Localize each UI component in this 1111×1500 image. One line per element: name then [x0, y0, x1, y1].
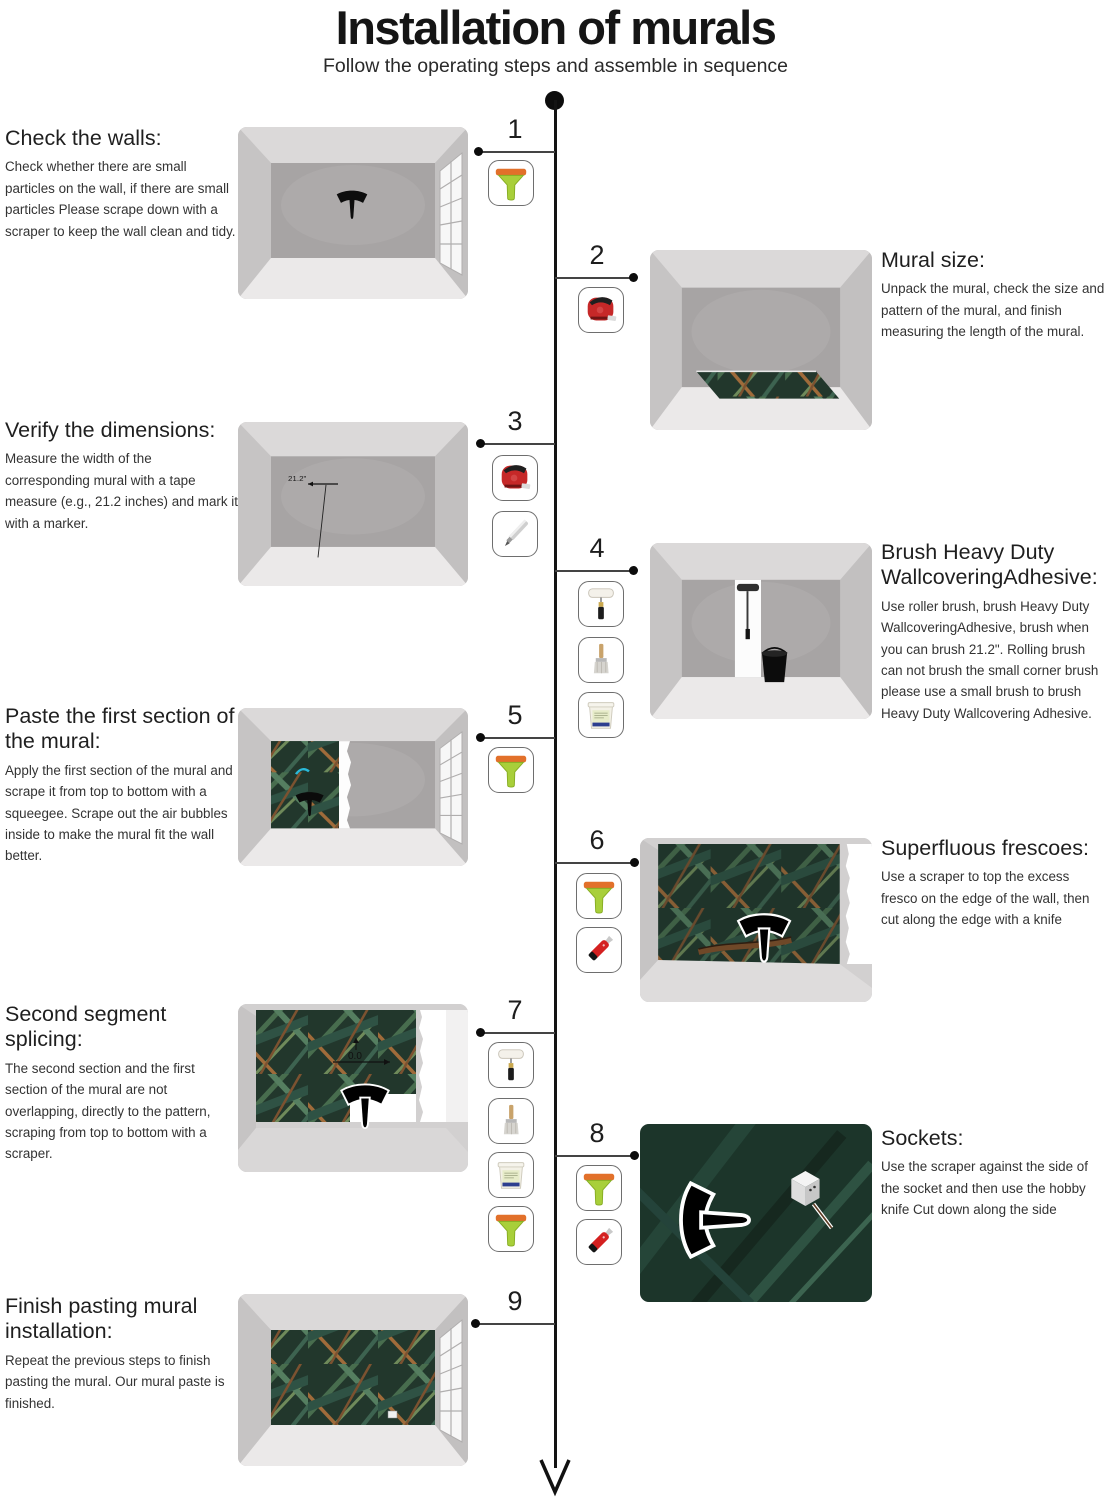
step-number: 2 [589, 240, 605, 270]
connector-line [477, 1323, 555, 1325]
step-2-illustration [650, 250, 872, 430]
step-body: Use roller brush, brush Heavy Duty WallcoveringAdhesive, brush when you can brush 21.2". Rolling brush can not brush the small corner brush please use a small brush to brush Heavy Duty Wallcovering Adhesive. [881, 598, 1099, 721]
tape-measure-icon [578, 287, 624, 333]
connector-line [555, 277, 634, 279]
measurement-label: 21.2" [288, 474, 307, 484]
step-8-text [881, 1126, 1108, 1221]
step-9-illustration [238, 1294, 468, 1466]
step-2-text [881, 248, 1108, 343]
step-9-text [5, 1294, 238, 1414]
page-subtitle: Follow the operating steps and assemble in sequence [322, 55, 789, 77]
connector-dot [474, 147, 483, 156]
step-title: Brush Heavy Duty WallcoveringAdhesive: [881, 540, 1098, 590]
step-title: Verify the dimensions: [5, 418, 216, 442]
step-title: Sockets: [881, 1126, 964, 1150]
torn-edge [846, 844, 872, 964]
step-number: 7 [507, 995, 523, 1025]
step-body: Unpack the mural, check the size and pattern of the mural, and finish measuring the length of the mural. [881, 281, 1105, 340]
gap-label: 0.0 [348, 1051, 362, 1062]
adhesive-bucket-icon [578, 692, 624, 738]
roller-brush-icon [488, 1042, 534, 1088]
connector-line [482, 1032, 555, 1034]
connector-dot [476, 1028, 485, 1037]
step-number: 1 [507, 114, 523, 144]
step-4-text [881, 540, 1108, 724]
torn-edge [419, 1010, 446, 1122]
connector-dot [476, 439, 485, 448]
step-1-illustration [238, 127, 468, 299]
step-4-illustration [650, 543, 872, 719]
step-number: 6 [589, 825, 605, 855]
step-3-text [5, 418, 238, 534]
step-1-text [5, 126, 238, 242]
hobby-knife-icon [576, 1219, 622, 1265]
step-number: 8 [589, 1118, 605, 1148]
step-body: Use a scraper to top the excess fresco on the edge of the wall, then cut along the edge with a knife [881, 869, 1090, 928]
squeegee-icon [488, 1206, 534, 1252]
step-7-text [5, 1002, 238, 1165]
roller-on-wall [737, 584, 759, 591]
step-title: Mural size: [881, 248, 985, 272]
connector-dot [629, 566, 638, 575]
step-6-illustration [640, 838, 872, 1002]
step-body: Measure the width of the corresponding mural with a tape measure (e.g., 21.2 inches) and mark it with a marker. [5, 451, 238, 531]
hobby-knife-icon [576, 927, 622, 973]
flat-brush-icon [578, 637, 624, 683]
connector-dot [629, 273, 638, 282]
step-6-text [881, 836, 1108, 931]
step-body: Check whether there are small particles on the wall, if there are small particles Please scrape down with a scraper to keep the wall clean and tidy. [5, 159, 236, 239]
step-number: 5 [507, 700, 523, 730]
step-body: The second section and the first section of the mural are not overlapping, directly to the pattern, scraping from top to bottom with a scraper. [5, 1060, 211, 1162]
window [440, 153, 462, 275]
squeegee-icon [488, 747, 534, 793]
step-number: 4 [589, 533, 605, 563]
paint-bucket [762, 654, 787, 683]
socket [388, 1411, 397, 1418]
step-title: Finish pasting mural installation: [5, 1294, 198, 1344]
step-5-illustration [238, 708, 468, 866]
connector-dot [471, 1319, 480, 1328]
step-body: Apply the first section of the mural and scrape it from top to bottom with a squeegee. Scrape out the air bubbles inside to make the mural fit the wall better. [5, 762, 233, 864]
step-5-text [5, 704, 238, 867]
step-8-illustration [640, 1124, 872, 1302]
step-title: Check the walls: [5, 126, 162, 150]
adhesive-bucket-icon [488, 1152, 534, 1198]
step-body: Use the scraper against the side of the socket and then use the hobby knife Cut down along the side [881, 1159, 1088, 1218]
timeline-line [554, 100, 557, 1468]
squeegee-icon [576, 1165, 622, 1211]
arrow-down-icon [537, 1456, 573, 1498]
mural-first-section [271, 741, 339, 828]
tape-measure-icon [492, 455, 538, 501]
connector-dot [476, 733, 485, 742]
step-number: 3 [507, 406, 523, 436]
marker-icon [492, 511, 538, 557]
step-number: 9 [507, 1286, 523, 1316]
connector-line [555, 1155, 635, 1157]
connector-line [482, 443, 555, 445]
page-title: Installation of murals [335, 1, 776, 54]
step-body: Repeat the previous steps to finish pasting the mural. Our mural paste is finished. [5, 1352, 225, 1411]
step-title: Superfluous frescoes: [881, 836, 1089, 860]
connector-line [555, 570, 634, 572]
connector-line [555, 862, 635, 864]
connector-line [482, 737, 555, 739]
squeegee-icon [576, 873, 622, 919]
finished-mural [271, 1330, 435, 1425]
connector-dot [630, 1151, 639, 1160]
squeegee-icon [488, 160, 534, 206]
step-3-illustration [238, 422, 468, 586]
roller-brush-icon [578, 581, 624, 627]
step-7-illustration [238, 1004, 468, 1172]
connector-dot [630, 858, 639, 867]
flat-brush-icon [488, 1098, 534, 1144]
step-title: Paste the first section of the mural: [5, 704, 235, 754]
mural-roll [696, 371, 839, 398]
connector-line [480, 151, 555, 153]
step-title: Second segment splicing: [5, 1002, 167, 1052]
